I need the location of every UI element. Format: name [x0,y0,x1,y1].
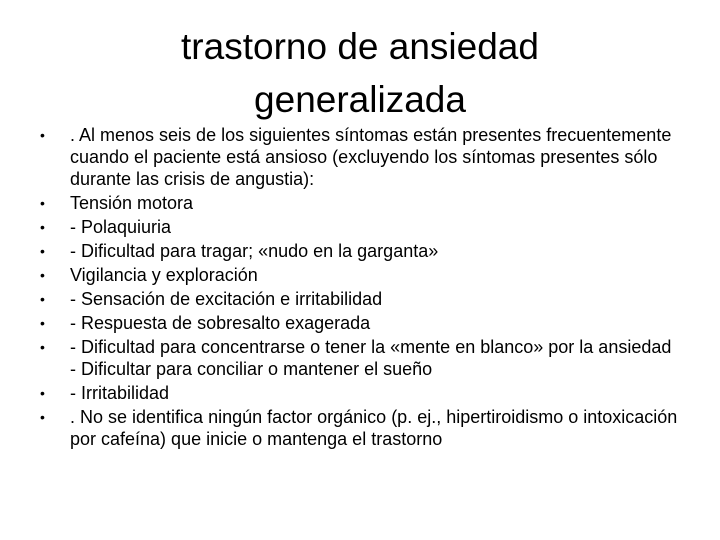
list-item [40,336,680,380]
bullet-icon: • [40,385,45,401]
list-item [40,312,680,334]
slide-title [60,20,660,126]
list-item-text: - Polaquiuria [70,217,172,237]
list-item [40,406,680,450]
list-item-text: - Dificultad para concentrarse o tener la «mente en blanco» por la ansiedad - Dificultar para conciliar o mantener el sueño [70,337,672,379]
bullet-icon: • [40,243,45,259]
list-item-text: - Sensación de excitación e irritabilidad [70,289,383,309]
bullet-icon: • [40,409,45,425]
bullet-icon: • [40,127,45,143]
slide-title-line-1: trastorno de ansiedad [181,26,539,67]
list-item-text: Tensión motora [70,193,194,213]
slide-title-line-2: generalizada [254,79,466,120]
bullet-icon: • [40,291,45,307]
list-item [40,288,680,310]
list-item [40,216,680,238]
list-item [40,192,680,214]
list-item [40,240,680,262]
list-item-text: - Respuesta de sobresalto exagerada [70,313,371,333]
list-item-text: - Irritabilidad [70,383,170,403]
bullet-list [40,124,680,452]
bullet-icon: • [40,315,45,331]
bullet-icon: • [40,195,45,211]
list-item [40,124,680,190]
bullet-icon: • [40,267,45,283]
bullet-icon: • [40,339,45,355]
list-item-text: . No se identifica ningún factor orgánico (p. ej., hipertiroidismo o intoxicación por cafeína) que inicie o mantenga el trastorno [70,407,678,449]
list-item [40,264,680,286]
list-item-text: Vigilancia y exploración [70,265,258,285]
bullet-icon: • [40,219,45,235]
list-item-text: - Dificultad para tragar; «nudo en la garganta» [70,241,439,261]
list-item [40,382,680,404]
list-item-text: . Al menos seis de los siguientes síntomas están presentes frecuentemente cuando el paciente está ansioso (excluyendo los síntomas presentes sólo durante las crisis de angustia): [70,125,672,189]
